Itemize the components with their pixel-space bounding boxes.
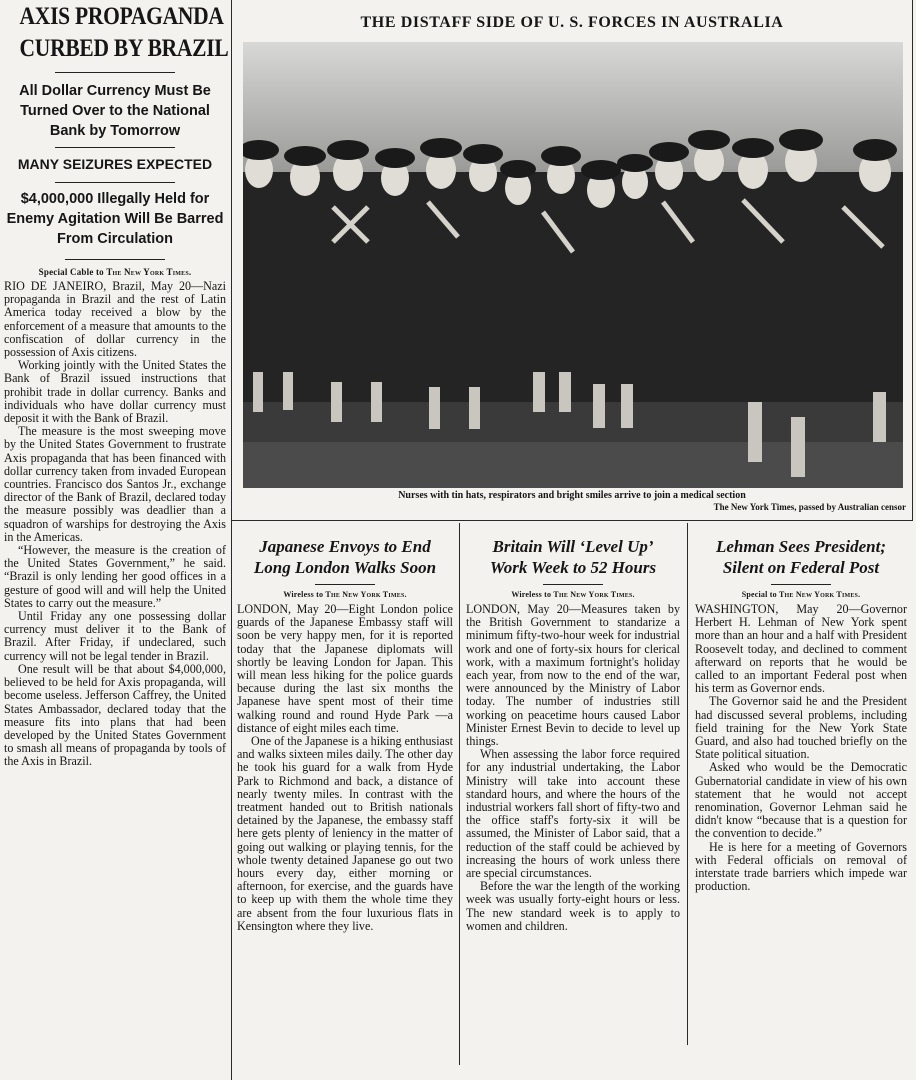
divider	[543, 584, 603, 585]
headline-line-2: Work Week to 52 Hours	[489, 558, 657, 577]
headline-line-1: Lehman Sees President;	[716, 537, 886, 556]
japan-article-body	[237, 603, 453, 933]
left-article-body	[4, 280, 226, 769]
paragraph: LONDON, May 20—Measures taken by the British Government to standarize a minimum fifty-two-hour week for industrial work and one of forty-six hours for clerical work, with a maximum fortnight's holiday each year, from now to the end of the war, were announced by the Ministry of Labor today. The number of industries still working on peacetime hours caused Labor Minister Ernest Bevin to decide to level up things.	[466, 602, 680, 749]
deck-1: All Dollar Currency Must Be Turned Over to the National Bank by Tomorrow	[19, 83, 211, 139]
paragraph: One of the Japanese is a hiking enthusiast and walks sixteen miles daily. The other day he took his guard for a walk from Hyde Park to Richmond and back, a distance of nearly twenty miles. In contrast with the treatment handed out to British nationals detained by the Japanese, the embassy staff here gets plenty of leniency in the matter of going out walking or playing tennis, for the whole twenty detained Japanese go out two hours every day, either morning or afternoon, for exercise, and the guards have to keep up with them the whole time they are absent from the four luxurious flats in Kensington where they live.	[237, 734, 453, 933]
dateline-credit: Special Cable to The New York Times.	[38, 267, 192, 277]
divider	[55, 147, 175, 148]
paragraph: Before the war the length of the working week was usually forty-eight hours or less. The new standard week is to apply to women and children.	[466, 879, 680, 933]
lehman-article-body	[695, 603, 907, 893]
paragraph: RIO DE JANEIRO, Brazil, May 20—Nazi propaganda in Brazil and the rest of Latin America today received a blow by the enforcement of a measure that amounts to the confiscation of dollar currency in the possession of Axis citizens.	[4, 279, 226, 360]
nurses-photo-image	[243, 42, 903, 488]
column-rule-3	[687, 523, 688, 1045]
headline-line-1: AXIS PROPAGANDA	[19, 3, 224, 30]
divider	[55, 182, 175, 183]
paragraph: LONDON, May 20—Eight London police guards of the Japanese Embassy staff will soon be very happy men, for it is reported today that the Japanese diplomats will shortly be leaving London for Japan. This will mean less hiking for the police guards because during the last six months the Japanese have spent most of their time walking round and round Hyde Park —a distance of eight miles each time.	[237, 602, 453, 735]
dateline-credit: Wireless to The New York Times.	[511, 590, 635, 599]
paragraph: The measure is the most sweeping move by the United States Government to frustrate Axis propaganda that has been financed with dollar currency taken from invaded European countries. Francisco dos Santos Jr., exchange director of the Bank of Brazil, declared today the measure possibly was deadlier than a squadron of warships for destroying the Axis in the Americas.	[4, 424, 226, 544]
paragraph: Asked who would be the Democratic Gubernatorial candidate in view of his own statement that he would not accept renomination, Governor Lehman said he didn't know “because that is a question for the convention to decide.”	[695, 760, 907, 841]
deck-3: $4,000,000 Illegally Held for Enemy Agitation Will Be Barred From Circulation	[6, 191, 224, 247]
headline-line-2: CURBED BY BRAZIL	[19, 35, 229, 62]
paragraph: The Governor said he and the President had discussed several problems, including field training for the New York State Guard, and also had touched briefly on the State political situation.	[695, 694, 907, 762]
britain-article-body	[466, 603, 680, 933]
paragraph: Working jointly with the United States the Bank of Brazil issued instructions that prohibit trade in dollar currency. Banks and individuals who have dollar currency must deposit it with the Bank of Brazil.	[4, 358, 226, 426]
lehman-article	[695, 536, 907, 893]
divider	[315, 584, 375, 585]
column-rule-2	[459, 523, 460, 1065]
headline-line-2: Silent on Federal Post	[722, 558, 880, 577]
japan-article	[237, 536, 453, 933]
paragraph: One result will be that about $4,000,000, believed to be held for Axis propaganda, will become useless. Jefferson Caffrey, the United States Ambassador, declared today that the measure fits into plans that had been developed by the United States Government to smash all means of propaganda by tools of the Axis in Brazil.	[4, 661, 226, 769]
column-rule-left	[231, 0, 232, 1080]
paragraph: When assessing the labor force required for any industrial undertaking, the Labor Ministry will take into account these standard hours, and where the hours of the industrial workers fall short of fifty-two and the office staff's forty-six it will be assumed, the Minister of Labor said, that a reduction of the staff could be achieved by increasing the hours of work unless there are special circumstances.	[466, 747, 680, 881]
paragraph: “However, the measure is the creation of the United States Government,” he said. “Brazil is only lending her good offices in a gesture of good will and will help the United States to carry out the measure.”	[4, 543, 226, 610]
headline-line-2: Long London Walks Soon	[253, 558, 437, 577]
headline-line-1: Britain Will ‘Level Up’	[492, 537, 654, 556]
paragraph: He is here for a meeting of Governors with Federal officials on removal of interstate trade barriers which impede war production.	[695, 839, 907, 894]
photo-title: THE DISTAFF SIDE OF U. S. FORCES IN AUSTRALIA	[360, 14, 784, 31]
divider	[55, 72, 175, 73]
dateline-credit: Wireless to The New York Times.	[283, 590, 407, 599]
photo-caption: Nurses with tin hats, respirators and bright smiles arrive to join a medical section	[398, 490, 746, 501]
paragraph: WASHINGTON, May 20—Governor Herbert H. Lehman of New York spent more than an hour and a half with President Roosevelt today, and declined to comment afterward on reports that he would be called to an important Federal post when his term as Governor ends.	[695, 602, 907, 696]
paragraph: Until Friday any one possessing dollar currency must deliver it to the Bank of Brazil. After Friday, if undeclared, such currency will not be legal tender in Brazil.	[4, 609, 226, 663]
divider	[771, 584, 831, 585]
photo-bottom-rule	[231, 520, 913, 521]
nurses-photo	[243, 42, 903, 488]
headline-line-1: Japanese Envoys to End	[259, 537, 431, 556]
divider	[65, 259, 165, 260]
page-edge-right	[912, 0, 913, 520]
dateline-credit: Special to The New York Times.	[741, 590, 861, 599]
deck-2: MANY SEIZURES EXPECTED	[17, 156, 213, 172]
left-article	[4, 3, 229, 769]
photo-credit: The New York Times, passed by Australian censor	[713, 502, 906, 512]
britain-article	[466, 536, 680, 933]
